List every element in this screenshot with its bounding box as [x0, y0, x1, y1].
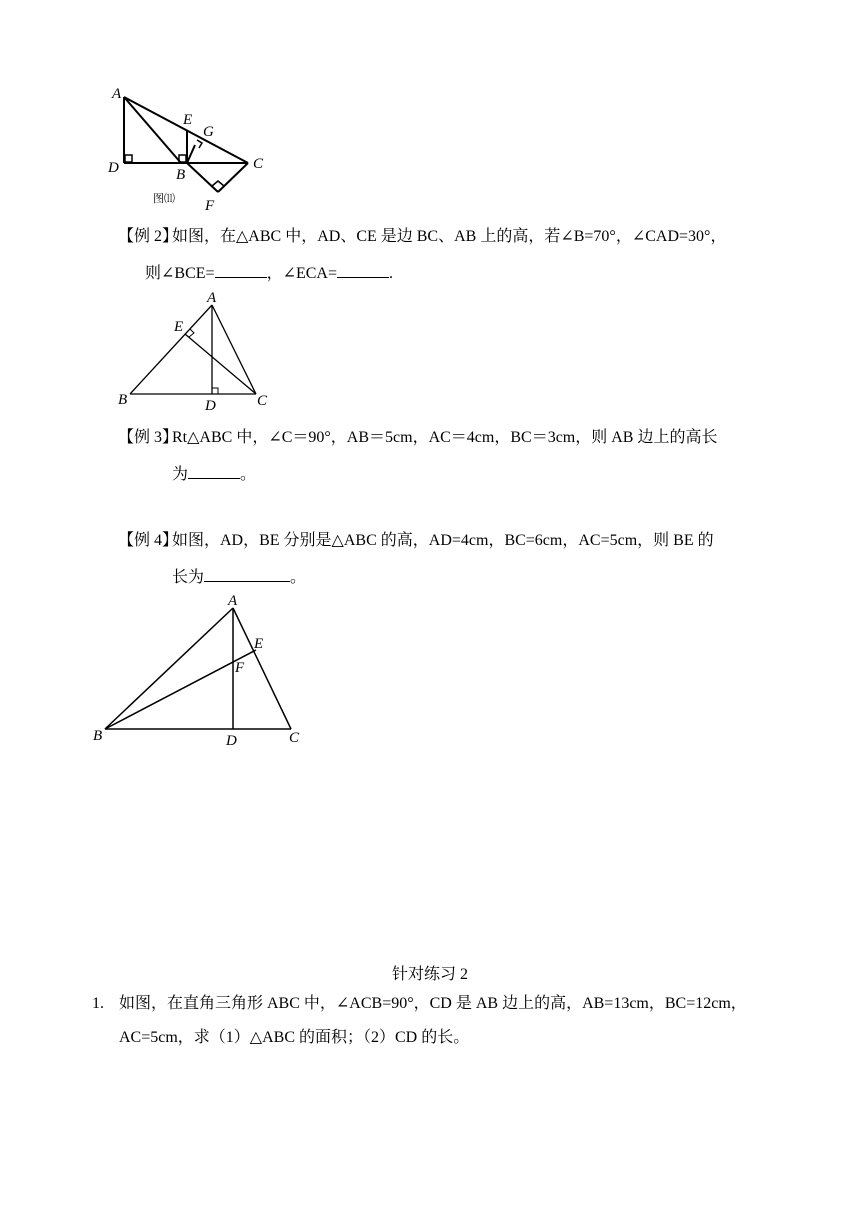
fig11-label-c: C — [253, 156, 264, 172]
ex4-label-b: B — [93, 728, 103, 744]
example2-text2c: . — [389, 265, 393, 282]
ex2-label-c: C — [257, 393, 268, 409]
figure-11-diagram — [100, 80, 280, 215]
example4-diagram — [85, 590, 315, 750]
ex2-label-d: D — [205, 398, 216, 413]
example4-text1: 如图，AD，BE 分别是△ABC 的高，AD=4cm，BC=6cm，AC=5cm，则 BE 的 — [172, 532, 714, 549]
example4-line1 — [118, 531, 714, 551]
ex2-label-a: A — [207, 290, 217, 306]
example2-text2a: 则∠BCE= — [145, 265, 215, 282]
fig11-caption: 图⑾ — [153, 192, 175, 205]
example3-text1: Rt△ABC 中，∠C＝90°，AB＝5cm，AC＝4cm，BC＝3cm，则 AB 边上的高长 — [172, 429, 718, 446]
practice-title: 针对练习 2 — [391, 966, 468, 983]
example3-text2a: 为 — [172, 466, 189, 483]
figure-11 — [100, 80, 280, 215]
example2-diagram — [110, 288, 280, 413]
example2-blank-eca — [337, 262, 389, 278]
example2-text1: 如图，在△ABC 中，AD、CE 是边 BC、AB 上的高，若∠B=70°，∠CAD=30°， — [172, 228, 727, 245]
example4-line2 — [172, 566, 306, 588]
example4-figure — [85, 590, 315, 750]
example2-line2 — [145, 262, 393, 284]
example3-line2 — [172, 463, 256, 485]
fig11-label-b: B — [176, 167, 186, 183]
example2-tag: 【例 2】 — [118, 228, 179, 245]
example4-text2b: 。 — [290, 569, 307, 586]
example3-text2b: 。 — [240, 466, 257, 483]
fig11-label-d: D — [108, 160, 119, 176]
example3-tag: 【例 3】 — [118, 429, 179, 446]
ex4-label-c: C — [289, 730, 300, 746]
practice-item1-text1: 如图，在直角三角形 ABC 中，∠ACB=90°，CD 是 AB 边上的高，AB=13cm，BC=12cm， — [119, 995, 747, 1012]
practice-item-number: 1. — [92, 995, 104, 1012]
example4-text2a: 长为 — [172, 569, 205, 586]
example4-blank-be — [204, 566, 290, 582]
ex2-label-b: B — [118, 392, 128, 408]
ex4-label-a: A — [228, 593, 238, 609]
ex4-label-e: E — [254, 636, 264, 652]
fig11-label-f: F — [205, 198, 215, 214]
practice-item1-line2 — [119, 1028, 469, 1048]
example4-tag: 【例 4】 — [118, 532, 179, 549]
ex2-label-e: E — [174, 319, 184, 335]
ex4-label-d: D — [226, 733, 237, 749]
example2-line1 — [118, 227, 726, 247]
practice-item1-text2: AC=5cm，求（1）△ABC 的面积；（2）CD 的长。 — [119, 1029, 470, 1046]
fig11-label-a: A — [112, 86, 122, 102]
example2-figure — [110, 288, 280, 413]
example3-blank-height — [188, 463, 240, 479]
example3-line1 — [118, 428, 717, 448]
example2-blank-bce — [215, 262, 267, 278]
practice-item1-line1 — [92, 994, 747, 1014]
example2-text2b: ，∠ECA= — [266, 265, 337, 282]
fig11-label-e: E — [183, 112, 193, 128]
ex4-label-f: F — [235, 660, 245, 676]
fig11-label-g: G — [203, 124, 214, 140]
